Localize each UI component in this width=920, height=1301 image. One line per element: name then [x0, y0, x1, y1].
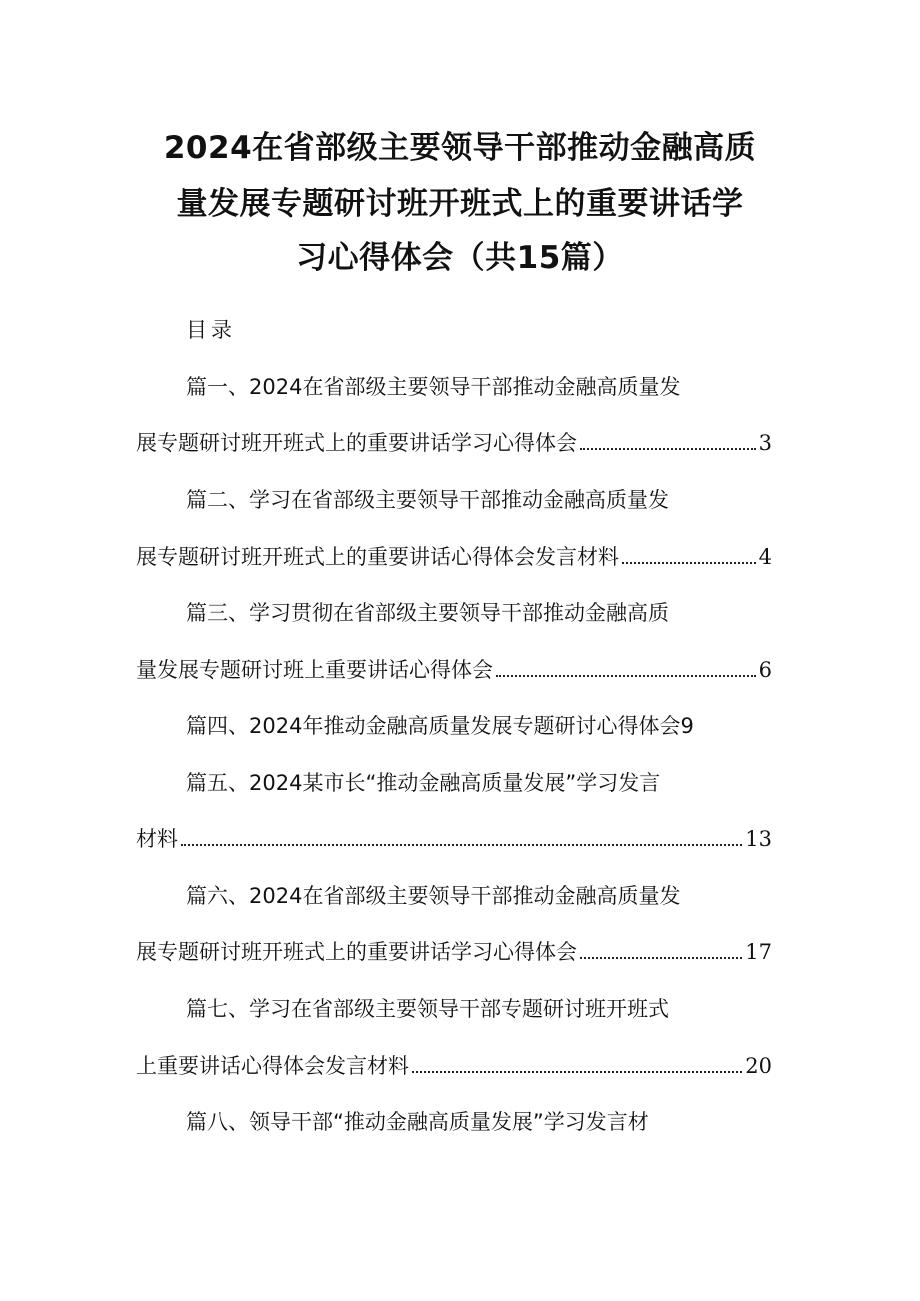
- toc-entry-text: 展专题研讨班开班式上的重要讲话学习心得体会: [136, 940, 577, 964]
- document-title-line-1: 2024在省部级主要领导干部推动金融高质: [163, 130, 757, 166]
- toc-entry-2-title[interactable]: 篇二、学习在省部级主要领导干部推动金融高质量发: [186, 488, 669, 512]
- toc-page-number: 20: [745, 1054, 772, 1078]
- toc-entry-8-title[interactable]: 篇八、领导干部“推动金融高质量发展”学习发言材: [186, 1110, 649, 1134]
- toc-page-number: 4: [758, 545, 772, 569]
- toc-entry-6-title[interactable]: 篇六、2024在省部级主要领导干部推动金融高质量发: [186, 884, 681, 908]
- toc-page-number: 3: [758, 431, 772, 455]
- toc-entry-7-title[interactable]: 篇七、学习在省部级主要领导干部专题研讨班开班式: [186, 997, 669, 1021]
- toc-entry-text: 展专题研讨班开班式上的重要讲话心得体会发言材料: [136, 545, 619, 569]
- toc-entry-text: 上重要讲话心得体会发言材料: [136, 1054, 409, 1078]
- toc-page-number: 17: [745, 940, 772, 964]
- toc-entry-text: 材料: [136, 827, 178, 851]
- document-title-line-2: 量发展专题研讨班开班式上的重要讲话学: [176, 186, 744, 222]
- toc-leader-dots: [181, 844, 742, 846]
- toc-entry-text: 展专题研讨班开班式上的重要讲话学习心得体会: [136, 431, 577, 455]
- toc-entry-7-continuation[interactable]: [136, 1051, 772, 1081]
- toc-entry-3-title[interactable]: 篇三、学习贯彻在省部级主要领导干部推动金融高质: [186, 601, 669, 625]
- toc-entry-4-title[interactable]: 篇四、2024年推动金融高质量发展专题研讨心得体会9: [186, 714, 694, 738]
- toc-entry-text: 量发展专题研讨班上重要讲话心得体会: [136, 658, 493, 682]
- toc-entry-1-continuation[interactable]: [136, 428, 772, 458]
- toc-leader-dots: [580, 448, 756, 450]
- toc-leader-dots: [580, 957, 742, 959]
- toc-entry-6-continuation[interactable]: [136, 937, 772, 967]
- toc-page-number: 6: [758, 658, 772, 682]
- toc-page-number: 13: [745, 827, 772, 851]
- document-title-line-3: 习心得体会（共15篇）: [296, 240, 624, 276]
- toc-leader-dots: [622, 562, 756, 564]
- toc-leader-dots: [412, 1071, 742, 1073]
- toc-entry-5-continuation[interactable]: [136, 824, 772, 854]
- toc-entry-1-title[interactable]: 篇一、2024在省部级主要领导干部推动金融高质量发: [186, 375, 681, 399]
- toc-entry-3-continuation[interactable]: [136, 655, 772, 685]
- toc-entry-5-title[interactable]: 篇五、2024某市长“推动金融高质量发展”学习发言: [186, 771, 661, 795]
- toc-entry-2-continuation[interactable]: [136, 542, 772, 572]
- toc-label: 目录: [186, 318, 236, 342]
- toc-leader-dots: [496, 675, 756, 677]
